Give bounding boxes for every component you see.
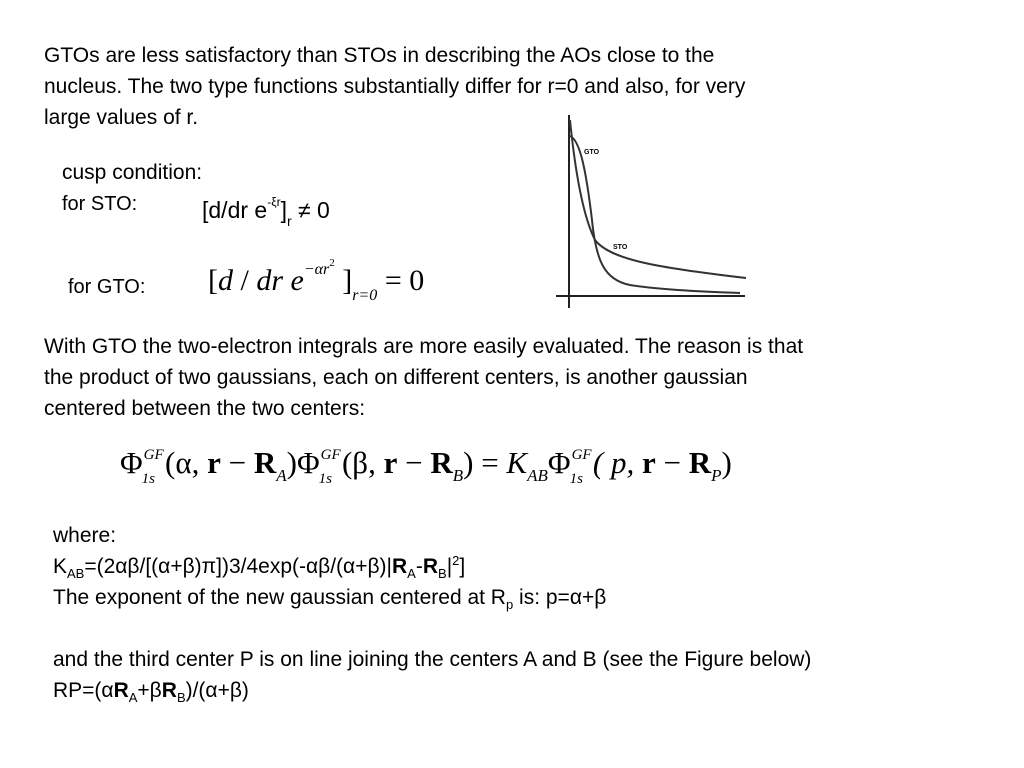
k-close: ] bbox=[459, 555, 466, 578]
gaussian-line: the product of two gaussians, each on different centers, is another gaussian bbox=[44, 366, 748, 389]
sto-formula-main: [d/dr e bbox=[202, 197, 268, 223]
1s-subscript: 1s bbox=[569, 471, 583, 487]
phi-symbol: Φ bbox=[296, 445, 320, 480]
R-vector: R bbox=[430, 445, 453, 480]
gto-formula-close: ] bbox=[334, 264, 353, 297]
gto-cusp-formula bbox=[208, 248, 424, 311]
rp-ra: R bbox=[113, 679, 129, 702]
paren-p: ( p, bbox=[592, 445, 642, 480]
gto-formula-open: [ bbox=[208, 264, 218, 297]
exponent-text: The exponent of the new gaussian centered at R bbox=[53, 586, 506, 609]
paren-alpha: (α, bbox=[165, 445, 208, 480]
gto-formula-exponent: −αr bbox=[303, 261, 330, 278]
sto-formula-rhs: ≠ 0 bbox=[291, 197, 330, 223]
K-symbol: K bbox=[506, 445, 528, 480]
exponent-sub: p bbox=[505, 597, 514, 613]
sto-formula-close: ] bbox=[280, 197, 287, 223]
gaussian-line: With GTO the two-electron integrals are more easily evaluated. The reason is that bbox=[44, 335, 804, 358]
intro-line: large values of r. bbox=[44, 106, 199, 129]
sub-A: A bbox=[276, 466, 287, 485]
rp-rb-sub: B bbox=[176, 690, 186, 706]
phi-symbol: Φ bbox=[120, 445, 143, 480]
sto-cusp-formula bbox=[202, 187, 330, 237]
gto-formula-rhs: = 0 bbox=[377, 264, 425, 297]
gf-superscript: GF bbox=[143, 447, 164, 463]
sto-formula-subscript: r bbox=[286, 213, 292, 229]
k-ra: R bbox=[392, 555, 408, 578]
exponent-tail: is: p=α+β bbox=[513, 586, 607, 609]
k-dash: - bbox=[415, 555, 423, 578]
gto-formula-dr: dr bbox=[256, 264, 284, 297]
gto-series-label: GTO bbox=[584, 149, 600, 156]
rp-plus: +β bbox=[137, 679, 162, 702]
1s-subscript: 1s bbox=[318, 471, 332, 487]
sto-formula-exponent: -ξr bbox=[267, 195, 281, 209]
minus: − bbox=[397, 445, 431, 480]
sto-gto-chart bbox=[550, 110, 760, 315]
gaussian-product-formula bbox=[120, 440, 732, 495]
gf-superscript: GF bbox=[320, 447, 341, 463]
rp-rb: R bbox=[161, 679, 177, 702]
rp-start: RP=(α bbox=[53, 679, 114, 702]
rp-end: )/(α+β) bbox=[185, 679, 249, 702]
sto-label: for STO: bbox=[62, 193, 138, 215]
k-rb: R bbox=[422, 555, 439, 578]
sub-B: B bbox=[452, 466, 464, 485]
k-label: K bbox=[53, 555, 68, 578]
where-title: where: bbox=[53, 524, 117, 547]
1s-subscript: 1s bbox=[141, 471, 156, 487]
r-vector: r bbox=[207, 445, 221, 480]
gto-formula-exponent-power: 2 bbox=[329, 257, 335, 269]
paren-beta: (β, bbox=[341, 445, 384, 480]
sto-series-label: STO bbox=[613, 244, 628, 251]
gto-formula-slash: / bbox=[233, 264, 257, 297]
minus: − bbox=[220, 445, 254, 480]
close-paren: ) bbox=[721, 445, 732, 480]
cusp-condition-title: cusp condition: bbox=[62, 161, 203, 184]
gf-superscript: GF bbox=[571, 447, 592, 463]
R-vector: R bbox=[253, 445, 277, 480]
rp-line bbox=[53, 675, 811, 706]
close-paren: ) bbox=[286, 445, 297, 480]
exponent-line bbox=[53, 582, 811, 613]
minus: − bbox=[655, 445, 689, 480]
sto-curve bbox=[570, 120, 746, 278]
gto-formula-d: d bbox=[218, 264, 233, 297]
k-expression: =(2αβ/[(α+β)π])3/4exp(-αβ/(α+β)| bbox=[84, 555, 392, 578]
k-rb-sub: B bbox=[438, 566, 447, 582]
k-sup: 2 bbox=[452, 553, 460, 568]
r-vector: r bbox=[383, 445, 398, 480]
gto-curve bbox=[570, 136, 740, 293]
intro-line: nucleus. The two type functions substantially differ for r=0 and also, for very bbox=[44, 75, 746, 98]
gto-formula-e: e bbox=[283, 264, 304, 297]
k-end: | bbox=[446, 555, 453, 578]
rp-ra-sub: A bbox=[128, 690, 138, 706]
where-block bbox=[53, 520, 811, 706]
k-subscript: AB bbox=[67, 566, 85, 582]
R-vector: R bbox=[688, 445, 712, 480]
r-vector: r bbox=[641, 445, 656, 480]
intro-line: GTOs are less satisfactory than STOs in describing the AOs close to the bbox=[44, 44, 715, 67]
close-paren: ) bbox=[463, 445, 474, 480]
gaussian-line: centered between the two centers: bbox=[44, 397, 366, 420]
sub-AB: AB bbox=[527, 466, 548, 485]
spacer bbox=[53, 613, 811, 644]
phi-symbol: Φ bbox=[547, 445, 571, 480]
k-ab-definition bbox=[53, 551, 811, 582]
k-ra-sub: A bbox=[407, 566, 416, 582]
gto-formula-subscript: r=0 bbox=[352, 287, 378, 304]
third-center-line: and the third center P is on line joining the centers A and B (see the Figure below) bbox=[53, 648, 812, 671]
gto-label: for GTO: bbox=[68, 276, 146, 298]
equals: = bbox=[473, 445, 507, 480]
gaussian-paragraph bbox=[44, 331, 803, 424]
sub-P: P bbox=[711, 466, 722, 485]
